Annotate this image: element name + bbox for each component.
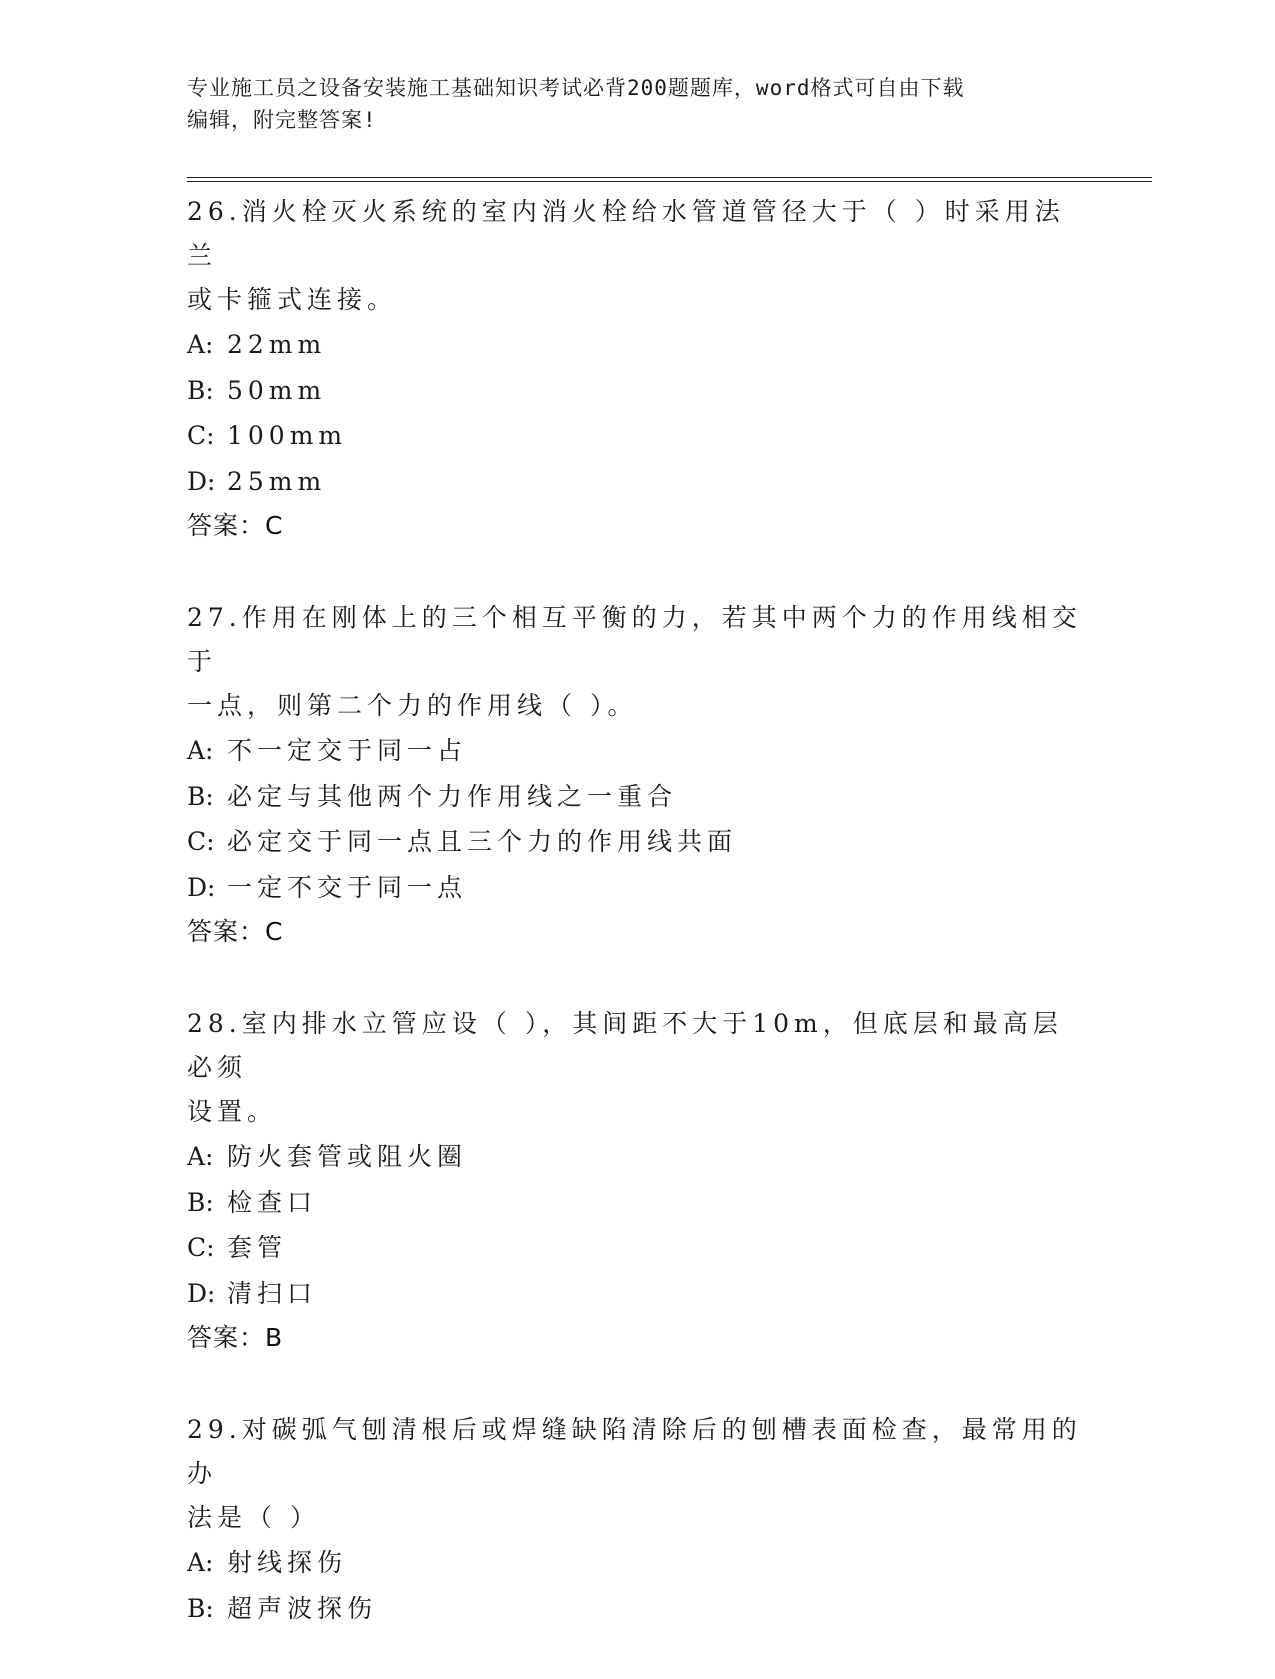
- option-d: [187, 865, 1087, 911]
- option-key: B:: [187, 781, 214, 811]
- question-29: [187, 1408, 1087, 1631]
- option-key: D:: [187, 872, 216, 902]
- option-value: 超声波探伤: [227, 1593, 378, 1623]
- option-value: 检查口: [227, 1187, 318, 1217]
- option-b: [187, 774, 1087, 820]
- option-key: B:: [187, 375, 214, 405]
- option-value: 射线探伤: [227, 1548, 348, 1577]
- answer-line: 答案：C: [187, 917, 284, 946]
- question-26: [187, 190, 1087, 548]
- option-b: [187, 368, 1087, 414]
- option-key: A:: [187, 1548, 214, 1577]
- option-value: 100mm: [227, 421, 348, 450]
- question-text: [187, 1002, 1087, 1090]
- option-key: D:: [187, 466, 216, 496]
- option-d: [187, 1271, 1087, 1317]
- question-text: [187, 190, 1087, 278]
- document-header: [187, 72, 1067, 136]
- answer-line: 答案：B: [187, 1323, 284, 1352]
- option-value: 套管: [227, 1233, 288, 1262]
- option-b: [187, 1180, 1087, 1226]
- header-line-2: 编辑，附完整答案!: [187, 108, 377, 132]
- option-value: 防火套管或阻火圈: [227, 1142, 468, 1171]
- option-c: [187, 1225, 1087, 1271]
- option-value: 清扫口: [227, 1278, 318, 1308]
- option-key: D:: [187, 1278, 216, 1308]
- question-text-line-2: 法是（ ）: [187, 1503, 320, 1532]
- question-text-line-1: 室内排水立管应设（ ），其间距不大于10m，但底层和最高层必须: [187, 1009, 1063, 1082]
- option-c: [187, 413, 1087, 459]
- option-value: 22mm: [227, 330, 327, 359]
- question-text-line-2: 或卡箍式连接。: [187, 285, 398, 314]
- question-text-line-1: 消火栓灭火系统的室内消火栓给水管道管径大于（ ）时采用法兰: [187, 197, 1065, 270]
- answer-line: 答案：C: [187, 511, 284, 540]
- option-c: [187, 819, 1087, 865]
- option-key: A:: [187, 330, 214, 359]
- question-text-line-2: 设置。: [187, 1097, 278, 1126]
- question-list: [187, 190, 1087, 1679]
- question-text-line-2: 一点，则第二个力的作用线（ ）。: [187, 691, 638, 720]
- question-text: [187, 596, 1087, 684]
- option-value: 不一定交于同一占: [227, 736, 468, 765]
- question-27: [187, 596, 1087, 954]
- option-value: 必定与其他两个力作用线之一重合: [227, 781, 678, 811]
- option-key: A:: [187, 1142, 214, 1171]
- option-key: A:: [187, 736, 214, 765]
- option-d: [187, 459, 1087, 505]
- option-value: 25mm: [227, 466, 327, 496]
- question-text: [187, 1408, 1087, 1496]
- option-b: [187, 1586, 1087, 1632]
- question-number: 28.: [187, 1009, 242, 1038]
- option-a: [187, 1134, 1087, 1180]
- question-number: 26.: [187, 197, 242, 226]
- header-double-rule: [187, 177, 1152, 182]
- option-key: B:: [187, 1187, 214, 1217]
- option-key: B:: [187, 1593, 214, 1623]
- question-number: 29.: [187, 1415, 242, 1444]
- option-value: 50mm: [227, 375, 327, 405]
- option-a: [187, 1540, 1087, 1586]
- option-key: C:: [187, 827, 215, 856]
- option-a: [187, 728, 1087, 774]
- question-28: [187, 1002, 1087, 1360]
- option-key: C:: [187, 1233, 215, 1262]
- option-value: 必定交于同一点且三个力的作用线共面: [227, 827, 738, 856]
- question-number: 27.: [187, 603, 242, 632]
- option-value: 一定不交于同一点: [227, 872, 468, 902]
- option-a: [187, 322, 1087, 368]
- option-key: C:: [187, 421, 215, 450]
- question-text-line-1: 对碳弧气刨清根后或焊缝缺陷清除后的刨槽表面检查，最常用的办: [187, 1415, 1082, 1488]
- header-line-1: 专业施工员之设备安装施工基础知识考试必背200题题库，word格式可自由下载: [187, 76, 965, 100]
- question-text-line-1: 作用在刚体上的三个相互平衡的力，若其中两个力的作用线相交于: [187, 603, 1082, 676]
